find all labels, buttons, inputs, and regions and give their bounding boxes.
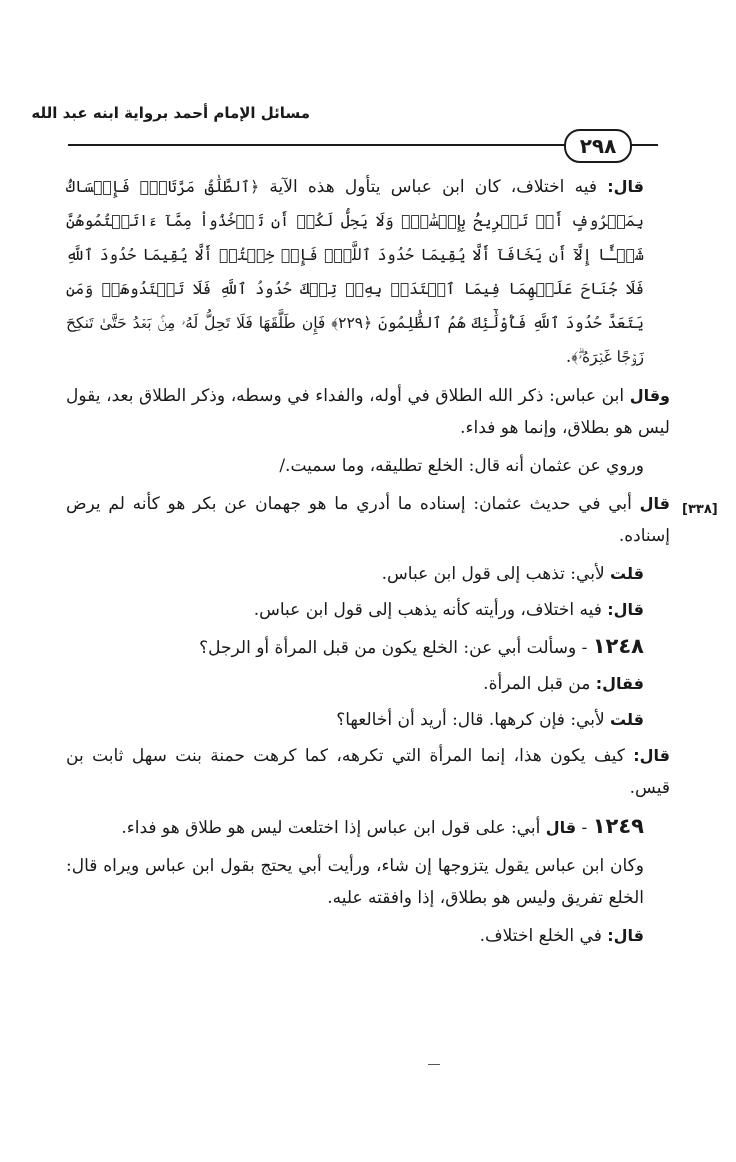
paragraph-text: فيه اختلاف، كان ابن عباس يتأول هذه الآية	[259, 177, 608, 197]
quran-verse: ﴿ٱلطَّلَٰقُ مَرَّتَانِۖ فَإِمۡسَاكُۢ بِمَعۡرُوفٍ أَوۡ تَسۡرِيحُۢ بِإِحۡسَٰنٖۗ وَلَا يَحِلُّ لَكُمۡ أَن تَأۡخُذُواْ مِمَّآ ءَاتَيۡتُمُوهُنَّ شَيۡـًٔا إِلَّآ أَن يَخَافَآ أَلَّا يُقِيمَا حُدُودَ ٱللَّهِۖ فَإِنۡ خِفۡتُمۡ أَلَّا يُقِيمَا حُدُودَ ٱللَّهِ فَلَا جُنَاحَ عَلَيۡهِمَا فِيمَا ٱفۡتَدَتۡ بِهِۦۗ تِلۡكَ حُدُودُ ٱللَّهِ فَلَا تَعۡتَدُوهَاۚ وَمَن يَتَعَدَّ حُدُودَ ٱللَّهِ فَأُوْلَٰٓئِكَ هُمُ ٱلظَّٰلِمُونَ ﴿٢٢٩﴾ فَإِن طَلَّقَهَا فَلَا تَحِلُّ لَهُۥ مِنۢ بَعۡدُ حَتَّىٰ تَنكِحَ زَوۡجًا غَيۡرَهُۥۗ﴾	[66, 178, 644, 366]
bottom-mark	[428, 1064, 440, 1065]
paragraph-text: لأبي: تذهب إلى قول ابن عباس.	[381, 564, 611, 584]
issue-number: ١٢٤٩	[592, 814, 644, 838]
paragraph-text: ابن عباس: ذكر الله الطلاق في أوله، والفداء في وسطه، وذكر الطلاق بعد، يقول ليس هو بطلاق، وإنما هو فداء.	[66, 386, 670, 438]
page-body	[66, 170, 670, 958]
paragraph-1	[66, 170, 670, 374]
paragraph-text: وكان ابن عباس يقول يتزوجها إن شاء، ورأيت أبي يحتج بقول ابن عباس ويراه قال: الخلع تفريق وليس هو بطلاق، إذا وافقته عليه.	[66, 856, 644, 908]
paragraph-12	[66, 850, 670, 914]
paragraph-text: أبي في حديث عثمان: إسناده ما أدري ما هو جهمان عن بكر هو كأنه لم يرض إسناده.	[66, 494, 670, 546]
paragraph-text: وروي عن عثمان أنه قال: الخلع تطليقه، وما سميت./	[279, 456, 644, 476]
paragraph-8	[66, 668, 670, 700]
speaker-label: وقال	[629, 386, 670, 405]
paragraph-2	[66, 380, 670, 444]
issue-1249	[66, 810, 670, 844]
paragraph-13	[66, 920, 670, 952]
speaker-label: قلت	[610, 710, 644, 729]
speaker-label: قال:	[633, 746, 670, 765]
page-number: ٢٩٨	[564, 129, 632, 163]
paragraph-text: .	[565, 347, 572, 367]
speaker-label: قال	[545, 818, 577, 837]
issue-number: ١٢٤٨	[592, 634, 644, 658]
margin-page-reference: [٣٣٨]	[682, 502, 718, 517]
paragraph-text: فيه اختلاف، ورأيته كأنه يذهب إلى قول ابن عباس.	[253, 600, 608, 620]
paragraph-text: أبي: على قول ابن عباس إذا اختلعت ليس هو طلاق هو فداء.	[121, 818, 546, 838]
speaker-label: قال:	[607, 600, 644, 619]
speaker-label: قلت	[610, 564, 644, 583]
paragraph-text: في الخلع اختلاف.	[479, 926, 608, 946]
paragraph-text: -	[576, 818, 593, 838]
paragraph-4	[66, 488, 670, 552]
paragraph-text: - وسألت أبي عن: الخلع يكون من قبل المرأة أو الرجل؟	[199, 638, 593, 658]
paragraph-6	[66, 594, 670, 626]
paragraph-text: من قبل المرأة.	[483, 674, 596, 694]
running-header-title: مسائل الإمام أحمد برواية ابنه عبد الله	[31, 104, 310, 122]
paragraph-text: كيف يكون هذا، إنما المرأة التي تكرهه، كما كرهت حمنة بنت سهل ثابت بن قيس.	[66, 746, 670, 798]
speaker-label: قال:	[607, 926, 644, 945]
speaker-label: قال	[639, 494, 670, 513]
paragraph-9	[66, 704, 670, 736]
paragraph-5	[66, 558, 670, 590]
paragraph-10	[66, 740, 670, 804]
paragraph-text: لأبي: فإن كرهها. قال: أريد أن أخالعها؟	[336, 710, 611, 730]
speaker-label: قال:	[607, 177, 645, 196]
issue-1248	[66, 630, 670, 664]
paragraph-3	[66, 450, 670, 482]
speaker-label: فقال:	[595, 674, 644, 693]
